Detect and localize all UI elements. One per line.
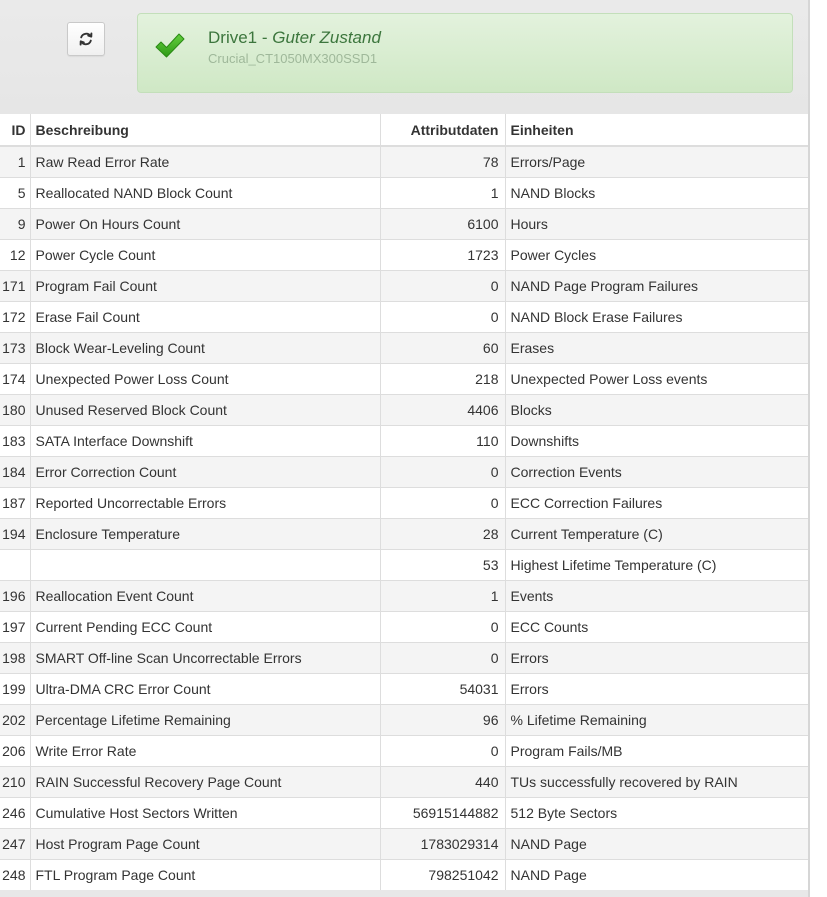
cell-unit: Blocks — [505, 394, 808, 425]
table-row — [0, 363, 808, 394]
drive-health-state: Guter Zustand — [272, 28, 381, 47]
cell-id: 247 — [0, 828, 30, 859]
drive-name: Drive1 — [208, 28, 258, 47]
cell-unit: Highest Lifetime Temperature (C) — [505, 549, 808, 580]
table-row — [0, 332, 808, 363]
drive-model: Crucial_CT1050MX300SSD1 — [208, 51, 378, 66]
table-row — [0, 301, 808, 332]
cell-unit: Erases — [505, 332, 808, 363]
cell-value: 0 — [380, 456, 505, 487]
cell-unit: Current Temperature (C) — [505, 518, 808, 549]
table-row — [0, 766, 808, 797]
cell-description: RAIN Successful Recovery Page Count — [30, 766, 380, 797]
drive-status-panel — [137, 13, 793, 93]
cell-description: SMART Off-line Scan Uncorrectable Errors — [30, 642, 380, 673]
table-row — [0, 859, 808, 890]
cell-value: 110 — [380, 425, 505, 456]
cell-id: 194 — [0, 518, 30, 549]
cell-value: 0 — [380, 270, 505, 301]
cell-id: 5 — [0, 177, 30, 208]
cell-id: 210 — [0, 766, 30, 797]
cell-id: 171 — [0, 270, 30, 301]
table-row — [0, 146, 808, 177]
table-row — [0, 487, 808, 518]
cell-value: 60 — [380, 332, 505, 363]
cell-unit: NAND Page Program Failures — [505, 270, 808, 301]
cell-unit: TUs successfully recovered by RAIN — [505, 766, 808, 797]
cell-unit: NAND Blocks — [505, 177, 808, 208]
cell-description: Reported Uncorrectable Errors — [30, 487, 380, 518]
cell-id: 172 — [0, 301, 30, 332]
cell-description: FTL Program Page Count — [30, 859, 380, 890]
cell-unit: ECC Counts — [505, 611, 808, 642]
table-row — [0, 704, 808, 735]
cell-unit: Errors — [505, 673, 808, 704]
table-row — [0, 518, 808, 549]
cell-unit: Program Fails/MB — [505, 735, 808, 766]
cell-id: 202 — [0, 704, 30, 735]
cell-unit: Errors/Page — [505, 146, 808, 177]
cell-description: SATA Interface Downshift — [30, 425, 380, 456]
cell-id: 183 — [0, 425, 30, 456]
column-header-unit[interactable]: Einheiten — [505, 114, 808, 146]
table-row — [0, 611, 808, 642]
cell-id: 184 — [0, 456, 30, 487]
cell-description: Unexpected Power Loss Count — [30, 363, 380, 394]
cell-description: Power Cycle Count — [30, 239, 380, 270]
cell-value: 440 — [380, 766, 505, 797]
cell-unit: Unexpected Power Loss events — [505, 363, 808, 394]
cell-value: 0 — [380, 611, 505, 642]
cell-description: Cumulative Host Sectors Written — [30, 797, 380, 828]
refresh-button[interactable] — [67, 22, 105, 56]
cell-value: 0 — [380, 301, 505, 332]
cell-value: 0 — [380, 487, 505, 518]
cell-unit: Hours — [505, 208, 808, 239]
cell-description — [30, 549, 380, 580]
table-row — [0, 735, 808, 766]
cell-id: 12 — [0, 239, 30, 270]
table-row — [0, 580, 808, 611]
cell-value: 1 — [380, 177, 505, 208]
cell-id: 180 — [0, 394, 30, 425]
table-row — [0, 456, 808, 487]
cell-id: 206 — [0, 735, 30, 766]
cell-unit: Downshifts — [505, 425, 808, 456]
cell-description: Raw Read Error Rate — [30, 146, 380, 177]
cell-description: Reallocated NAND Block Count — [30, 177, 380, 208]
cell-id: 196 — [0, 580, 30, 611]
cell-id: 246 — [0, 797, 30, 828]
checkmark-icon — [154, 31, 186, 61]
cell-id: 173 — [0, 332, 30, 363]
table-row — [0, 394, 808, 425]
cell-value: 798251042 — [380, 859, 505, 890]
cell-id: 174 — [0, 363, 30, 394]
column-header-description[interactable]: Beschreibung — [30, 114, 380, 146]
cell-id — [0, 549, 30, 580]
cell-description: Ultra-DMA CRC Error Count — [30, 673, 380, 704]
column-header-value[interactable]: Attributdaten — [380, 114, 505, 146]
table-row — [0, 425, 808, 456]
cell-unit: Correction Events — [505, 456, 808, 487]
cell-value: 1783029314 — [380, 828, 505, 859]
cell-description: Unused Reserved Block Count — [30, 394, 380, 425]
cell-value: 0 — [380, 735, 505, 766]
table-row — [0, 270, 808, 301]
drive-title-separator: - — [257, 28, 273, 47]
cell-value: 78 — [380, 146, 505, 177]
cell-unit: Events — [505, 580, 808, 611]
cell-description: Erase Fail Count — [30, 301, 380, 332]
drive-title — [208, 28, 381, 48]
cell-description: Host Program Page Count — [30, 828, 380, 859]
cell-unit: NAND Page — [505, 859, 808, 890]
cell-id: 248 — [0, 859, 30, 890]
cell-id: 187 — [0, 487, 30, 518]
gutter-divider — [808, 0, 810, 897]
table-header-row — [0, 114, 808, 146]
cell-id: 198 — [0, 642, 30, 673]
cell-description: Error Correction Count — [30, 456, 380, 487]
cell-description: Power On Hours Count — [30, 208, 380, 239]
smart-attributes-table-wrapper — [0, 114, 808, 890]
cell-value: 56915144882 — [380, 797, 505, 828]
table-body — [0, 146, 808, 890]
cell-description: Enclosure Temperature — [30, 518, 380, 549]
cell-value: 4406 — [380, 394, 505, 425]
cell-unit: 512 Byte Sectors — [505, 797, 808, 828]
cell-unit: Errors — [505, 642, 808, 673]
refresh-icon — [78, 31, 94, 47]
smart-attributes-table — [0, 114, 808, 890]
cell-unit: % Lifetime Remaining — [505, 704, 808, 735]
table-row — [0, 642, 808, 673]
table-row — [0, 828, 808, 859]
cell-id: 1 — [0, 146, 30, 177]
cell-value: 96 — [380, 704, 505, 735]
table-row — [0, 797, 808, 828]
table-row — [0, 208, 808, 239]
cell-description: Block Wear-Leveling Count — [30, 332, 380, 363]
cell-value: 54031 — [380, 673, 505, 704]
cell-value: 53 — [380, 549, 505, 580]
cell-value: 0 — [380, 642, 505, 673]
cell-description: Percentage Lifetime Remaining — [30, 704, 380, 735]
cell-id: 9 — [0, 208, 30, 239]
cell-description: Current Pending ECC Count — [30, 611, 380, 642]
cell-description: Reallocation Event Count — [30, 580, 380, 611]
cell-unit: NAND Page — [505, 828, 808, 859]
table-row — [0, 177, 808, 208]
right-gutter — [808, 0, 827, 897]
cell-value: 28 — [380, 518, 505, 549]
table-row — [0, 673, 808, 704]
cell-unit: ECC Correction Failures — [505, 487, 808, 518]
cell-unit: NAND Block Erase Failures — [505, 301, 808, 332]
cell-value: 6100 — [380, 208, 505, 239]
cell-value: 1 — [380, 580, 505, 611]
header-area — [0, 0, 808, 114]
cell-unit: Power Cycles — [505, 239, 808, 270]
cell-id: 197 — [0, 611, 30, 642]
column-header-id[interactable]: ID — [0, 114, 30, 146]
cell-id: 199 — [0, 673, 30, 704]
cell-description: Write Error Rate — [30, 735, 380, 766]
cell-value: 218 — [380, 363, 505, 394]
cell-value: 1723 — [380, 239, 505, 270]
cell-description: Program Fail Count — [30, 270, 380, 301]
table-row — [0, 239, 808, 270]
table-row — [0, 549, 808, 580]
